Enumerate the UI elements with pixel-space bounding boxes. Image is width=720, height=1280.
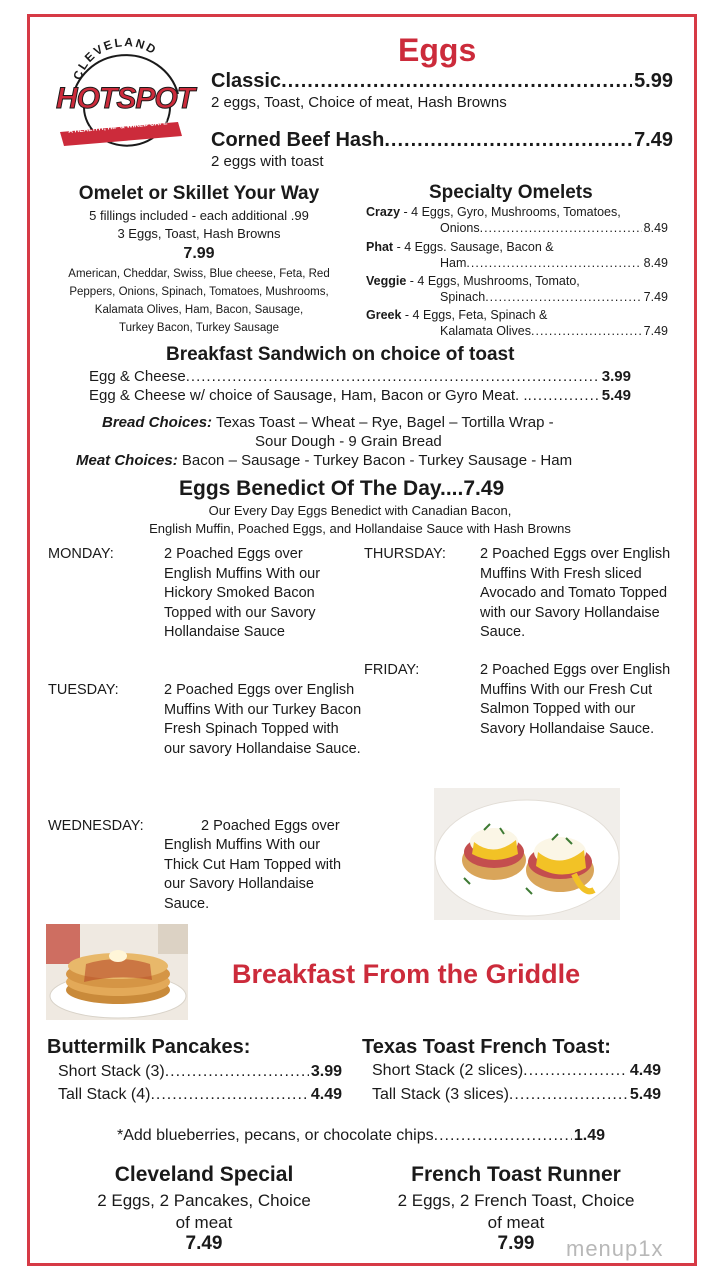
eggs-heading: Eggs xyxy=(398,32,477,68)
tuesday-label: TUESDAY: xyxy=(48,682,119,698)
phat-line1: - 4 Eggs. Sausage, Bacon & xyxy=(393,240,554,254)
french-short-price: 4.49 xyxy=(629,1062,661,1079)
pancakes-short-label: Short Stack (3) xyxy=(58,1063,165,1080)
omelet-fillings xyxy=(44,265,354,337)
wednesday-label: WEDNESDAY: xyxy=(48,818,144,834)
bread-label: Bread Choices: xyxy=(102,414,213,431)
runner-line1: 2 Eggs, 2 French Toast, Choice xyxy=(397,1191,635,1210)
french-toast-title: Texas Toast French Toast: xyxy=(362,1036,611,1058)
french-short-stack xyxy=(372,1062,661,1080)
omelet-section xyxy=(44,183,354,337)
phat-line2: Ham xyxy=(440,256,467,270)
addon-price: 1.49 xyxy=(573,1127,605,1144)
runner-line2: of meat xyxy=(487,1213,545,1232)
addon-line xyxy=(117,1127,605,1145)
veggie-price: 7.49 xyxy=(643,290,668,304)
crazy-price: 8.49 xyxy=(643,221,668,235)
veggie-line1: - 4 Eggs, Mushrooms, Tomato, xyxy=(406,274,580,288)
sandwich-item-1 xyxy=(89,368,631,385)
filling-line: Kalamata Olives, Ham, Bacon, Sausage, xyxy=(94,304,304,316)
runner-title: French Toast Runner xyxy=(411,1163,621,1186)
specialty-phat xyxy=(366,240,668,270)
meat-text: Bacon – Sausage - Turkey Bacon - Turkey Sausage - Ham xyxy=(177,452,573,469)
pancakes-photo xyxy=(46,924,188,1020)
phat-name: Phat xyxy=(366,240,394,254)
specialty-title: Specialty Omelets xyxy=(429,182,593,203)
french-tall-label: Tall Stack (3 slices) xyxy=(372,1086,509,1103)
greek-price: 7.49 xyxy=(643,324,668,338)
veggie-name: Veggie xyxy=(366,274,407,288)
sandwich-title: Breakfast Sandwich on choice of toast xyxy=(166,344,515,365)
pancakes-short-stack xyxy=(58,1063,342,1081)
logo-arc-text: CLEVELAND xyxy=(70,36,160,82)
omelet-line1: 5 fillings included - each additional .99 xyxy=(89,208,309,223)
classic-item xyxy=(211,70,673,93)
meat-choices xyxy=(76,452,572,469)
sandwich-item-name: Egg & Cheese xyxy=(89,368,186,385)
pancakes-title: Buttermilk Pancakes: xyxy=(47,1036,251,1058)
cleveland-line1: 2 Eggs, 2 Pancakes, Choice xyxy=(97,1191,311,1210)
cleveland-title: Cleveland Special xyxy=(114,1163,294,1186)
sandwich-item-price: 5.49 xyxy=(601,387,631,404)
benedict-sub2: English Muffin, Poached Eggs, and Hollandaise Sauce with Hash Browns xyxy=(149,521,571,536)
sandwich-item-name: Egg & Cheese w/ choice of Sausage, Ham, Bacon or Gyro Meat. . xyxy=(89,387,528,404)
omelet-price: 7.99 xyxy=(183,245,215,262)
sandwich-item-2 xyxy=(89,387,631,404)
specialty-greek xyxy=(366,308,668,338)
bread-choices xyxy=(102,414,554,431)
filling-line: American, Cheddar, Swiss, Blue cheese, Feta, Red xyxy=(68,268,330,280)
french-tall-price: 5.49 xyxy=(629,1086,661,1103)
cleveland-price: 7.49 xyxy=(185,1233,223,1254)
monday-desc: 2 Poached Eggs over English Muffins With our Hickory Smoked Bacon Topped with our Savory Hollandaise Sauce xyxy=(164,546,321,640)
thursday-label: THURSDAY: xyxy=(364,546,446,562)
french-short-label: Short Stack (2 slices) xyxy=(372,1062,524,1079)
crazy-line2: Onions xyxy=(440,221,480,235)
pancakes-short-price: 3.99 xyxy=(310,1063,342,1080)
cleveland-line2: of meat xyxy=(175,1213,233,1232)
friday-desc: 2 Poached Eggs over English Muffins With our Fresh Cut Salmon Topped with our Savory Hollandaise Sauce. xyxy=(480,662,671,737)
veggie-line2: Spinach xyxy=(440,290,486,304)
logo-ribbon: A HEALTHY, HIP & WIRED CAFE xyxy=(68,119,168,135)
bread-line1: Texas Toast – Wheat – Rye, Bagel – Tortilla Wrap - xyxy=(212,414,554,431)
thursday-desc: 2 Poached Eggs over English Muffins With Fresh sliced Avocado and Tomato Topped with our Savory Hollandaise Sauce. xyxy=(480,546,671,640)
filling-line: Turkey Bacon, Turkey Sausage xyxy=(118,322,280,334)
classic-name: Classic xyxy=(211,70,282,92)
crazy-name: Crazy xyxy=(366,205,401,219)
corned-beef-name: Corned Beef Hash xyxy=(211,129,385,151)
cafe-logo xyxy=(50,36,200,152)
addon-text: *Add blueberries, pecans, or chocolate chips xyxy=(117,1127,434,1144)
classic-desc: 2 eggs, Toast, Choice of meat, Hash Browns xyxy=(211,94,507,111)
corned-beef-price: 7.49 xyxy=(634,129,673,151)
monday-label: MONDAY: xyxy=(48,546,114,562)
pancakes-tall-label: Tall Stack (4) xyxy=(58,1086,151,1103)
greek-name: Greek xyxy=(366,308,402,322)
sandwich-item-price: 3.99 xyxy=(601,368,631,385)
friday-label: FRIDAY: xyxy=(364,662,420,678)
pancakes-tall-stack xyxy=(58,1086,342,1104)
omelet-line2: 3 Eggs, Toast, Hash Browns xyxy=(117,226,281,241)
crazy-line1: - 4 Eggs, Gyro, Mushrooms, Tomatoes, xyxy=(400,205,621,219)
omelet-title: Omelet or Skillet Your Way xyxy=(78,183,320,204)
bread-line2: Sour Dough - 9 Grain Bread xyxy=(255,433,442,450)
classic-price: 5.99 xyxy=(634,70,673,92)
watermark: menup1x xyxy=(566,1236,664,1261)
french-tall-stack xyxy=(372,1086,661,1104)
runner-price: 7.99 xyxy=(497,1233,535,1254)
filling-line: Peppers, Onions, Spinach, Tomatoes, Mushrooms, xyxy=(69,286,329,298)
benedict-sub1: Our Every Day Eggs Benedict with Canadian Bacon, xyxy=(208,503,512,518)
corned-beef-item xyxy=(211,129,673,152)
wednesday-desc: English Muffins With our Thick Cut Ham Topped with our Savory Hollandaise Sauce. xyxy=(164,837,342,912)
specialty-veggie xyxy=(366,274,668,304)
corned-beef-desc: 2 eggs with toast xyxy=(211,153,324,170)
logo-name: HOTSPOT xyxy=(56,82,195,115)
phat-price: 8.49 xyxy=(643,256,668,270)
meat-label: Meat Choices: xyxy=(76,452,178,469)
eggs-benedict-photo xyxy=(434,788,620,920)
benedict-title: Eggs Benedict Of The Day....7.49 xyxy=(179,477,505,500)
griddle-heading: Breakfast From the Griddle xyxy=(232,959,581,989)
cleveland-special xyxy=(54,1163,354,1255)
wednesday-line1: 2 Poached Eggs over xyxy=(201,818,340,834)
pancakes-tall-price: 4.49 xyxy=(310,1086,342,1103)
greek-line1: - 4 Eggs, Feta, Spinach & xyxy=(401,308,548,322)
tuesday-desc: 2 Poached Eggs over English Muffins With our Turkey Bacon Fresh Spinach Topped with our savory Hollandaise Sauce. xyxy=(164,682,362,757)
greek-line2: Kalamata Olives xyxy=(440,324,532,338)
specialty-crazy xyxy=(366,205,668,235)
